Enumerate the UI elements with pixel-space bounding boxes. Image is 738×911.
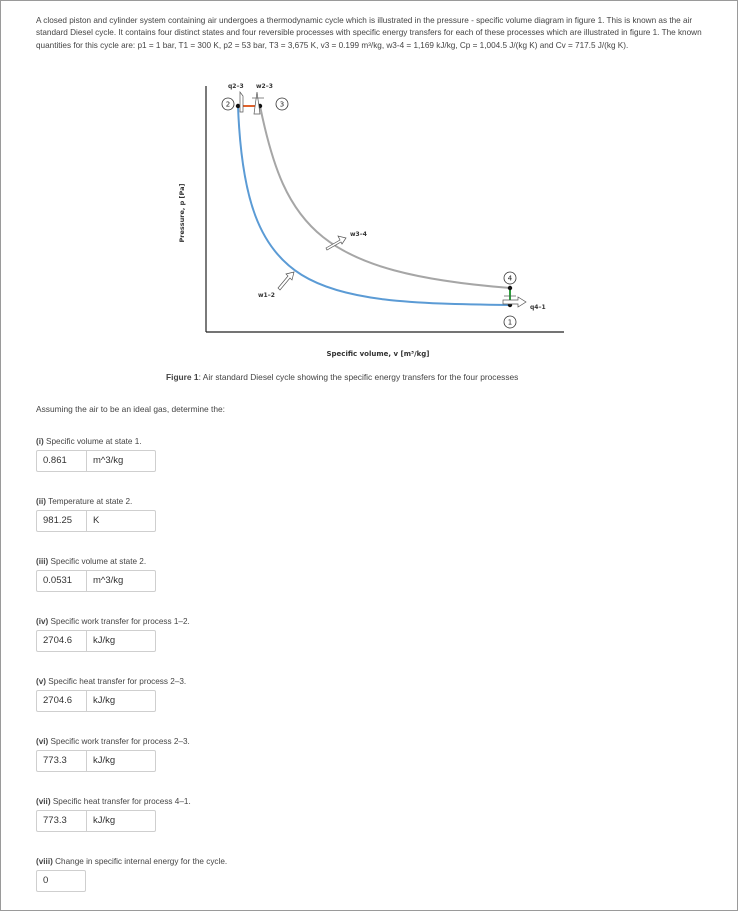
question-label: (ii) Temperature at state 2. (36, 497, 133, 506)
assume-text: Assuming the air to be an ideal gas, determine the: (36, 404, 226, 414)
answer-unit[interactable]: kJ/kg (93, 635, 116, 646)
answer-field[interactable] (36, 690, 156, 712)
arrow-w23-icon (252, 92, 264, 114)
svg-text:3: 3 (279, 100, 285, 109)
answer-value[interactable]: 0.0531 (37, 571, 87, 591)
answer-field[interactable] (36, 870, 86, 892)
question-label: (vii) Specific heat transfer for process 4–1. (36, 797, 191, 806)
intro-text: A closed piston and cylinder system containing air undergoes a thermodynamic cycle which is illustrated in the pressure - specific volume diagram in figure 1. This is known as the air standard Diesel cycle. It contains four distinct states and four reversible processes with specific energy transfers for each of these processes which are illustrated in figure 1. The known quantities for this cycle are: (36, 16, 702, 50)
answer-unit[interactable]: kJ/kg (93, 815, 116, 826)
answer-field[interactable] (36, 450, 156, 472)
state-point-2 (236, 104, 240, 108)
question-6 (36, 737, 190, 772)
question-label: (viii) Change in specific internal energy for the cycle. (36, 857, 228, 866)
question-label: (iv) Specific work transfer for process 1–2. (36, 617, 190, 626)
arrow-w34-icon (326, 236, 346, 250)
answer-value[interactable]: 981.25 (37, 511, 87, 531)
figure-caption-prefix: Figure 1 (166, 372, 199, 382)
expansion-curve-3-4 (260, 106, 510, 288)
compression-curve-1-2 (238, 106, 510, 305)
svg-text:4: 4 (507, 274, 513, 283)
label-q41: q4–1 (530, 304, 546, 311)
answer-value[interactable]: 0 (43, 875, 49, 886)
arrow-q23-icon (240, 92, 243, 112)
answer-value[interactable]: 773.3 (37, 811, 87, 831)
question-4 (36, 617, 190, 652)
answer-field[interactable] (36, 510, 156, 532)
question-5 (36, 677, 186, 712)
svg-text:2: 2 (225, 100, 231, 109)
answer-field[interactable] (36, 630, 156, 652)
question-label: (i) Specific volume at state 1. (36, 437, 142, 446)
answer-unit[interactable]: K (93, 515, 100, 526)
question-7 (36, 797, 191, 832)
question-label: (iii) Specific volume at state 2. (36, 557, 147, 566)
question-label: (vi) Specific work transfer for process 2–3. (36, 737, 190, 746)
answer-unit[interactable]: kJ/kg (93, 755, 116, 766)
arrow-w12-icon (278, 272, 294, 290)
label-w34: w3–4 (350, 231, 367, 238)
question-2 (36, 497, 156, 532)
state-label-4 (504, 272, 516, 284)
answer-unit[interactable]: kJ/kg (93, 695, 116, 706)
answer-unit[interactable]: m^3/kg (93, 455, 124, 466)
question-8 (36, 857, 227, 892)
pv-diagram (160, 78, 580, 378)
y-axis-label: Pressure, p [Pa] (178, 183, 186, 243)
answer-value[interactable]: 2704.6 (37, 691, 87, 711)
state-label-2 (222, 98, 234, 110)
problem-intro (36, 15, 706, 52)
answer-value[interactable]: 2704.6 (37, 631, 87, 651)
state-label-3 (276, 98, 288, 110)
answer-value[interactable]: 773.3 (37, 751, 87, 771)
answer-field[interactable] (36, 810, 156, 832)
answer-field[interactable] (36, 570, 156, 592)
answer-unit[interactable]: m^3/kg (93, 575, 124, 586)
known-quantities: p1 = 1 bar, T1 = 300 K, p2 = 53 bar, T3 = 3,675 K, v3 = 0.199 m³/kg, w3-4 = 1,169 kJ/kg, Cp = 1,004.5 J/(kg K) and Cv = 717.5 J/(kg K). (137, 40, 629, 50)
question-1 (36, 437, 156, 472)
question-3 (36, 557, 156, 592)
label-w23: w2–3 (256, 83, 273, 90)
state-point-4 (508, 286, 512, 290)
x-axis-label: Specific volume, v [m³/kg] (326, 350, 430, 358)
state-label-1 (504, 316, 516, 328)
answer-value[interactable]: 0.861 (37, 451, 87, 471)
question-label: (v) Specific heat transfer for process 2–3. (36, 677, 187, 686)
label-q23: q2–3 (228, 83, 244, 90)
answer-field[interactable] (36, 750, 156, 772)
svg-text:1: 1 (507, 318, 513, 327)
figure-caption (166, 372, 586, 382)
figure-caption-text: : Air standard Diesel cycle showing the specific energy transfers for the four processes (198, 372, 519, 382)
label-w12: w1–2 (258, 292, 275, 299)
